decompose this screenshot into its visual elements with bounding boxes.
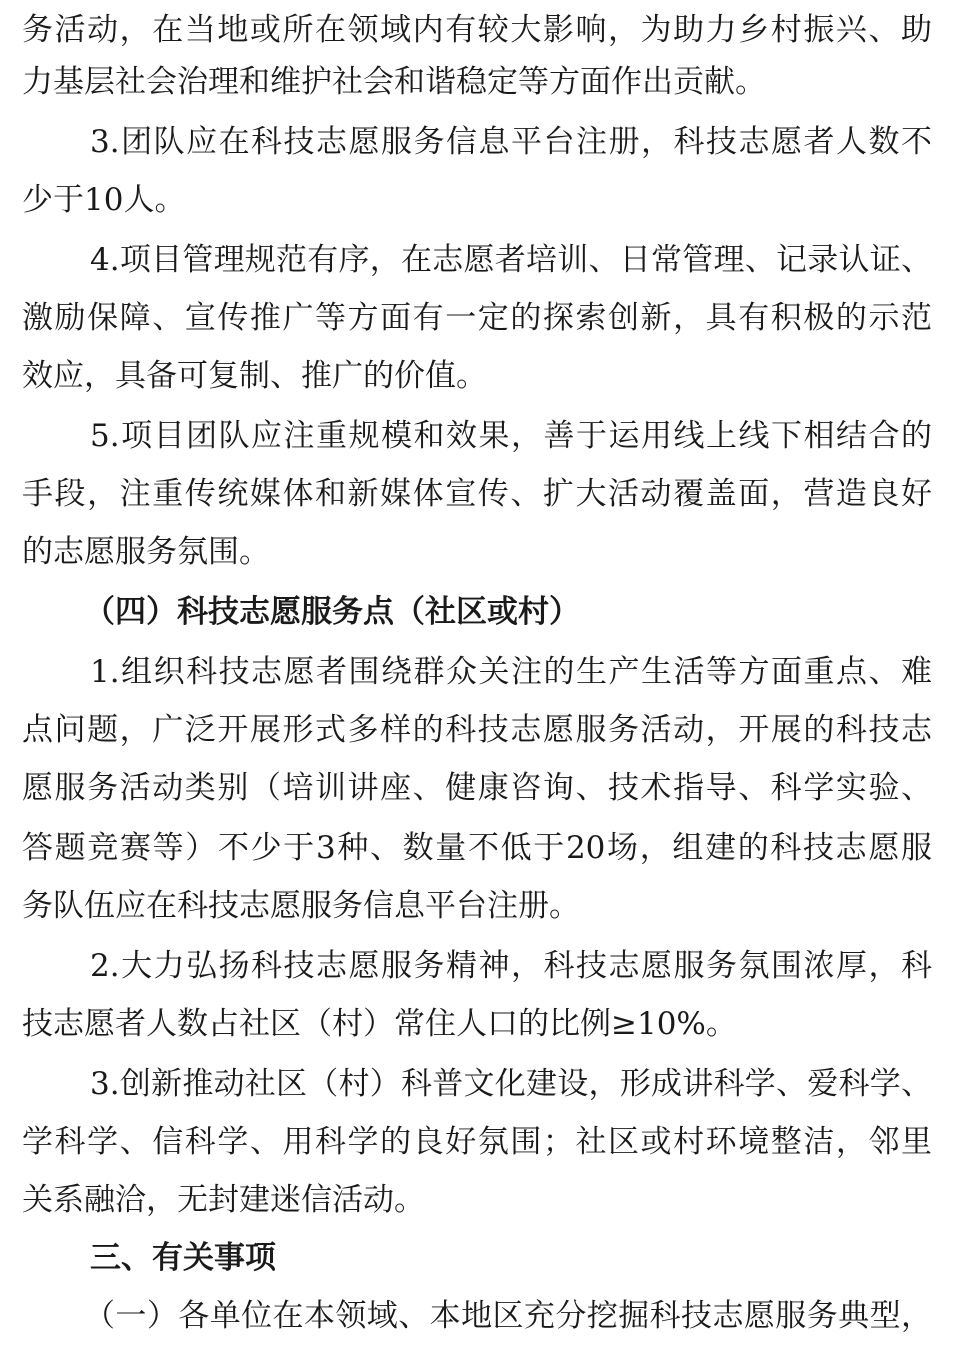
paragraph-line: （一）各单位在本领域、本地区充分挖掘科技志愿服务典型， bbox=[84, 1298, 932, 1334]
paragraph-line: 点问题，广泛开展形式多样的科技志愿服务活动，开展的科技志 bbox=[22, 712, 932, 748]
paragraph-line: 效应，具备可复制、推广的价值。 bbox=[22, 358, 487, 394]
section-heading: 三、有关事项 bbox=[90, 1240, 276, 1276]
paragraph-line: 的志愿服务氛围。 bbox=[22, 534, 270, 570]
paragraph-line: 激励保障、宣传推广等方面有一定的探索创新，具有积极的示范 bbox=[22, 300, 932, 336]
paragraph-line: 务活动，在当地或所在领域内有较大影响，为助力乡村振兴、助 bbox=[22, 12, 932, 48]
paragraph-line: 力基层社会治理和维护社会和谐稳定等方面作出贡献。 bbox=[22, 64, 766, 100]
section-subheading: （四）科技志愿服务点（社区或村） bbox=[84, 594, 580, 630]
paragraph-line: 关系融洽，无封建迷信活动。 bbox=[22, 1182, 425, 1218]
paragraph-line: 务队伍应在科技志愿服务信息平台注册。 bbox=[22, 888, 580, 924]
paragraph-line: 学科学、信科学、用科学的良好氛围；社区或村环境整洁，邻里 bbox=[22, 1124, 932, 1160]
paragraph-line: 2.大力弘扬科技志愿服务精神，科技志愿服务氛围浓厚，科 bbox=[90, 948, 932, 984]
paragraph-line: 4.项目管理规范有序，在志愿者培训、日常管理、记录认证、 bbox=[90, 242, 932, 278]
paragraph-line: 3.创新推动社区（村）科普文化建设，形成讲科学、爱科学、 bbox=[90, 1066, 932, 1102]
paragraph-line: 少于10人。 bbox=[22, 182, 186, 218]
paragraph-line: 1.组织科技志愿者围绕群众关注的生产生活等方面重点、难 bbox=[90, 654, 932, 690]
paragraph-line: 手段，注重传统媒体和新媒体宣传、扩大活动覆盖面，营造良好 bbox=[22, 476, 932, 512]
paragraph-line: 技志愿者人数占社区（村）常住人口的比例≥10%。 bbox=[22, 1006, 737, 1042]
paragraph-line: 5.项目团队应注重规模和效果，善于运用线上线下相结合的 bbox=[90, 418, 932, 454]
paragraph-line: 答题竞赛等）不少于3种、数量不低于20场，组建的科技志愿服 bbox=[22, 830, 932, 866]
paragraph-line: 3.团队应在科技志愿服务信息平台注册，科技志愿者人数不 bbox=[90, 124, 932, 160]
paragraph-line: 愿服务活动类别（培训讲座、健康咨询、技术指导、科学实验、 bbox=[22, 770, 932, 806]
